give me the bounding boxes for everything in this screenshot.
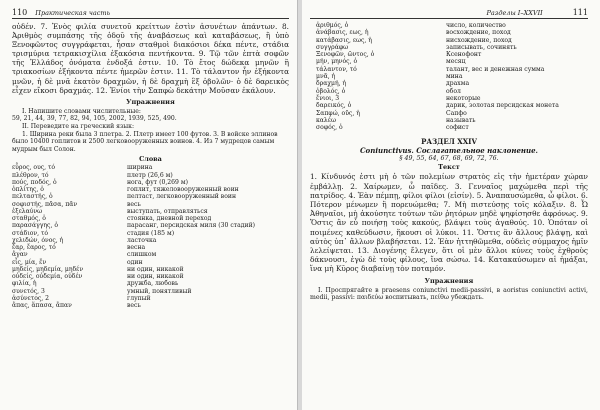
vocab-word: σταθμός, ὁ (12, 215, 46, 223)
vocab-row (12, 302, 289, 309)
vocab-row (310, 29, 588, 36)
vocab-translation: месяц (446, 58, 466, 66)
vocab-translation: мина (446, 73, 463, 81)
vocab-translation: выступать, отправляться (127, 207, 208, 215)
vocab-row (12, 179, 289, 186)
right-exercise-1: I. Проспрягайте в praesens coniunctivi medii-passivi, в aoristus coniunctivi activi, medii, passivi: παιδεύω воспитывать, πείθω убеждать. (310, 286, 588, 302)
vocab-translation: ласточка (127, 236, 157, 244)
vocab-row (310, 51, 588, 58)
exercise-1-numbers: 59, 21, 44, 39, 77, 82, 94, 105, 2002, 1939, 525, 490. (12, 115, 177, 123)
vocab-word: πελταστής, ὁ (12, 193, 53, 201)
right-vocabulary-list (310, 22, 588, 131)
vocab-word: δαρεικός, ὁ (316, 102, 352, 110)
vocab-translation: ни один, никакой (127, 273, 184, 281)
vocab-row (12, 222, 289, 229)
vocab-translation: слишком (127, 251, 157, 259)
vocab-translation: число, количество (446, 22, 506, 29)
vocab-word: σοφός, ὁ (316, 124, 343, 132)
vocab-row (12, 237, 289, 244)
vocab-word: μηδείς, μηδεμία, μηδέν (12, 265, 84, 273)
section-subtitle: Coniunctivus. Сослагательное наклонение. (359, 146, 538, 156)
vocab-translation: весна (127, 244, 146, 252)
vocab-row (12, 266, 289, 273)
vocab-word: ὀβολός, ὁ (316, 87, 346, 95)
exercise-2-text: 1. Ширина реки была 3 плетра. 2. Плетр имеет 100 футов. 3. В войске эллинов было 10400 гоплитов и 2500 легковооруженных воинов. 4. Из 7 мудрецов самым мудрым был Солон. (12, 130, 278, 153)
vocab-row (310, 22, 588, 29)
right-page-number: 111 (572, 8, 588, 17)
vocab-word: τάλαντον, τό (316, 65, 357, 73)
vocab-translation: умный, понятливый (127, 287, 192, 295)
vocab-translation: дарик, золотая персидская монета (446, 102, 559, 110)
vocab-word: ἅπας, ἅπασα, ἅπαν (12, 302, 72, 310)
vocab-translation: Сапфо (446, 109, 467, 117)
left-exercises (12, 108, 289, 154)
vocab-word: μήν, μηνός, ὁ (316, 58, 358, 66)
right-page-header (310, 8, 588, 19)
vocab-row (12, 201, 289, 208)
vocab-row (310, 58, 588, 65)
vocab-translation: стадия (185 м) (127, 229, 175, 237)
vocab-word: χελιδών, όνος, ἡ (12, 236, 64, 244)
left-page (0, 0, 298, 410)
vocab-translation: нисхождение, поход (446, 36, 512, 44)
vocab-translation: весь (127, 200, 141, 208)
vocab-translation: драхма (446, 80, 470, 88)
left-greek-text: οὐδέν. 7. Ἑνὸς φιλία συνετοῦ κρείττων ἐστὶν ἀσυνέτων ἁπάντων. 8. Ἀριθμὸς συμπάσης τῆς ὁδοῦ τῆς ἀναβάσεως καὶ καταβάσεως, ἣ ὑπὸ Ξενοφῶντος συγγράφεται, ἦσαν σταθμοὶ διακόσιοι δέκα πέντε, στάδια τρισμύρια τετρακισχίλια ἑξακόσια πεντήκοντα. 9. Τῷ τῶν ἑπτὰ σοφῶν τῆς Ἑλλάδος ὀνόματα ἐνδοξά ἐστιν. 10. Τὸ ἔτος δώδεκα μηνῶν ἢ τριακοσίων ἑξήκοντα πέντε ἡμερῶν ἐστιν. 11. Τὸ τάλαντον ἦν ἑξήκοντα μνῶν, ἡ δὲ μνᾶ ἑκατὸν δραχμῶν, ἡ δὲ δραχμὴ ἓξ ὀβολῶν· ὁ δὲ δαρεικὸς εἶχεν εἴκοσι δραχμάς. 12. Ἐνίοι τὴν Σαπφὼ δεκάτην Μοῦσαν ἐκάλουν. (12, 22, 289, 95)
right-running-title: Разделы I–XXVII (486, 9, 543, 17)
words-heading: Слова (139, 155, 162, 164)
section-title: РАЗДЕЛ XXIV (421, 137, 477, 147)
vocab-word: εὖρος, ους, τό (12, 164, 56, 172)
vocab-word: ὁπλίτης, ὁ (12, 186, 44, 194)
exercise-1-instruction: I. Напишите словами числительные: (22, 107, 141, 115)
vocab-row (12, 230, 289, 237)
vocab-row (310, 88, 588, 95)
vocab-row (12, 273, 289, 280)
vocab-word: ἄγαν (12, 251, 28, 259)
vocab-row (310, 124, 588, 131)
vocab-row (310, 73, 588, 80)
vocab-word: κατάβασις, εως, ἡ (316, 36, 372, 44)
vocab-translation: глупый (127, 294, 151, 302)
right-greek-text: 1. Κίνδυνός ἐστι μὴ ὁ τῶν πολεμίων στρατὸς εἰς τὴν ἡμετέραν χώραν ἐμβάλλῃ. 2. Χαίρωμεν, ὦ παῖδες. 3. Γενναῖος μαχώμεθα περὶ τῆς πατρίδος. 4. Ἐὰν πέμπῃ, φίλοι φίλοι (εἰσίν). 5. Ἀναπαυσώμεθα, ὦ φίλοι. 6. Πότερον μένωμεν ἢ πορευώμεθα; 7. Μὴ πιστεύσῃς τοῖς κόλαξιν. 8. Ὦ Ἀθηναῖοι, μὴ ἀκούσητε τούτων τῶν ῥητόρων μηδὲ ψηφίσησθε ἀφρόνως. 9. Ὅστις ἂν εὖ ποιήσῃ τοὺς κακούς, βλάψει τοὺς ἀγαθούς. 10. Ὁπόταν οἱ ποιμένες καθεύδωσιν, ἥκουσι οἱ λύκοι. 11. Ὅστις ἂν ἄλλους βλάψῃ, καὶ αὐτὸς ὑπ᾽ ἄλλων βλαβήσεται. 12. Ἐὰν ἡττηθῶμεθα, οὐδεὶς σύμμαχος ἡμῖν λελείψεται. 13. Διογένης ἔλεγεν, ὅτι οἱ μὲν ἄλλοι κύνες τοὺς ἐχθροὺς δάκνουσι, ἐγὼ δὲ τοὺς φίλους, ἵνα σώσω. 14. Κατακαύσωμεν αἱ ἡμάξαι, ἵνα μὴ Κῦρος διαβαίνῃ τὸν ποταμόν. (310, 172, 588, 274)
vocab-translation: парасанг, персидская миля (30 стадий) (127, 222, 256, 230)
vocab-row (12, 259, 289, 266)
vocab-word: εἷς, μία, ἕν (12, 258, 47, 266)
vocab-word: καλέω (316, 116, 336, 124)
vocab-word: ἀνάβασις, εως, ἡ (316, 29, 369, 37)
left-page-number: 110 (12, 8, 28, 17)
vocab-translation: дружба, любовь (127, 280, 179, 288)
vocab-translation: талант, вес и денежная сумма (446, 65, 545, 73)
vocab-translation: ширина (127, 164, 153, 172)
vocab-row (12, 288, 289, 295)
vocab-word: οὐδείς, οὐδεμία, οὐδέν (12, 273, 83, 281)
vocab-row (310, 95, 588, 102)
vocab-word: πλέθρον, τό (12, 171, 49, 179)
vocab-translation: гоплит, тяжеловооруженный воин (127, 186, 239, 194)
right-page (302, 0, 600, 410)
vocab-translation: весь (127, 302, 141, 310)
vocab-word: σοφιστής, πᾶσα, πᾶν (12, 200, 78, 208)
vocab-translation: пелтаст, легковооруженный воин (127, 193, 237, 201)
vocab-row (12, 295, 289, 302)
left-page-header (12, 8, 289, 19)
vocab-word: συγγράφω (316, 43, 349, 51)
vocab-word: ἔνιοι, 3 (316, 94, 340, 102)
vocab-row (310, 110, 588, 117)
vocab-word: Σαπφώ, οῦς, ἡ (316, 109, 360, 117)
vocab-word: παρασάγγης, ὁ (12, 222, 58, 230)
vocab-word: δραχμή, ἡ (316, 80, 347, 88)
vocab-row (12, 244, 289, 251)
vocab-row (310, 80, 588, 87)
vocab-translation: стоянка, дневной переход (127, 215, 212, 223)
vocab-translation: называть (446, 116, 476, 124)
vocab-row (310, 66, 588, 73)
vocab-word: φιλία, ἡ (12, 280, 37, 288)
vocab-word: στάδιον, τό (12, 229, 48, 237)
vocab-translation: ни один, никакой (127, 265, 184, 273)
vocab-row (310, 37, 588, 44)
left-running-title: Практическая часть (35, 9, 111, 17)
vocab-translation: восхождение, поход (446, 29, 511, 37)
vocab-translation: некоторые (446, 94, 481, 102)
right-exercises-heading: Упражнения (424, 276, 474, 285)
vocab-row (310, 117, 588, 124)
vocab-word: ἐξελαύνω (12, 207, 43, 215)
vocab-row (12, 172, 289, 179)
vocab-word: ἔαρ, ἔαρος, τό (12, 244, 56, 252)
vocab-row (12, 251, 289, 258)
vocab-translation: Ксенофонт (446, 51, 482, 59)
vocab-translation: обол (446, 87, 461, 95)
vocab-translation: один (127, 258, 143, 266)
vocab-translation: плетр (26,6 м) (127, 171, 173, 179)
vocab-row (12, 280, 289, 287)
vocab-row (310, 44, 588, 51)
left-exercises-heading: Упражнения (126, 97, 175, 106)
exercise-2-instruction: II. Переведите на греческий язык: (22, 122, 135, 130)
vocab-row (12, 186, 289, 193)
vocab-row (12, 193, 289, 200)
vocab-row (12, 208, 289, 215)
vocab-word: ἀσύνετος, 2 (12, 294, 50, 302)
vocab-word: συνετός, 3 (12, 287, 45, 295)
vocab-translation: записывать, сочинять (446, 43, 517, 51)
vocab-word: ἀριθμός, ὁ (316, 22, 349, 29)
vocab-translation: софист (446, 124, 469, 132)
vocab-row (12, 164, 289, 171)
vocab-word: πούς, ποδός, ὁ (12, 178, 57, 186)
left-vocabulary-list (12, 164, 289, 309)
vocab-translation: нога, фут (0,269 м) (127, 178, 188, 186)
section-references: § 49, 55, 64, 67, 68, 69, 72, 76. (399, 155, 499, 163)
vocab-row (310, 102, 588, 109)
vocab-row (12, 215, 289, 222)
vocab-word: μνᾶ, ἡ (316, 73, 336, 81)
vocab-word: Ξενοφῶν, ῶντος, ὁ (316, 51, 375, 59)
text-heading: Текст (438, 163, 460, 172)
